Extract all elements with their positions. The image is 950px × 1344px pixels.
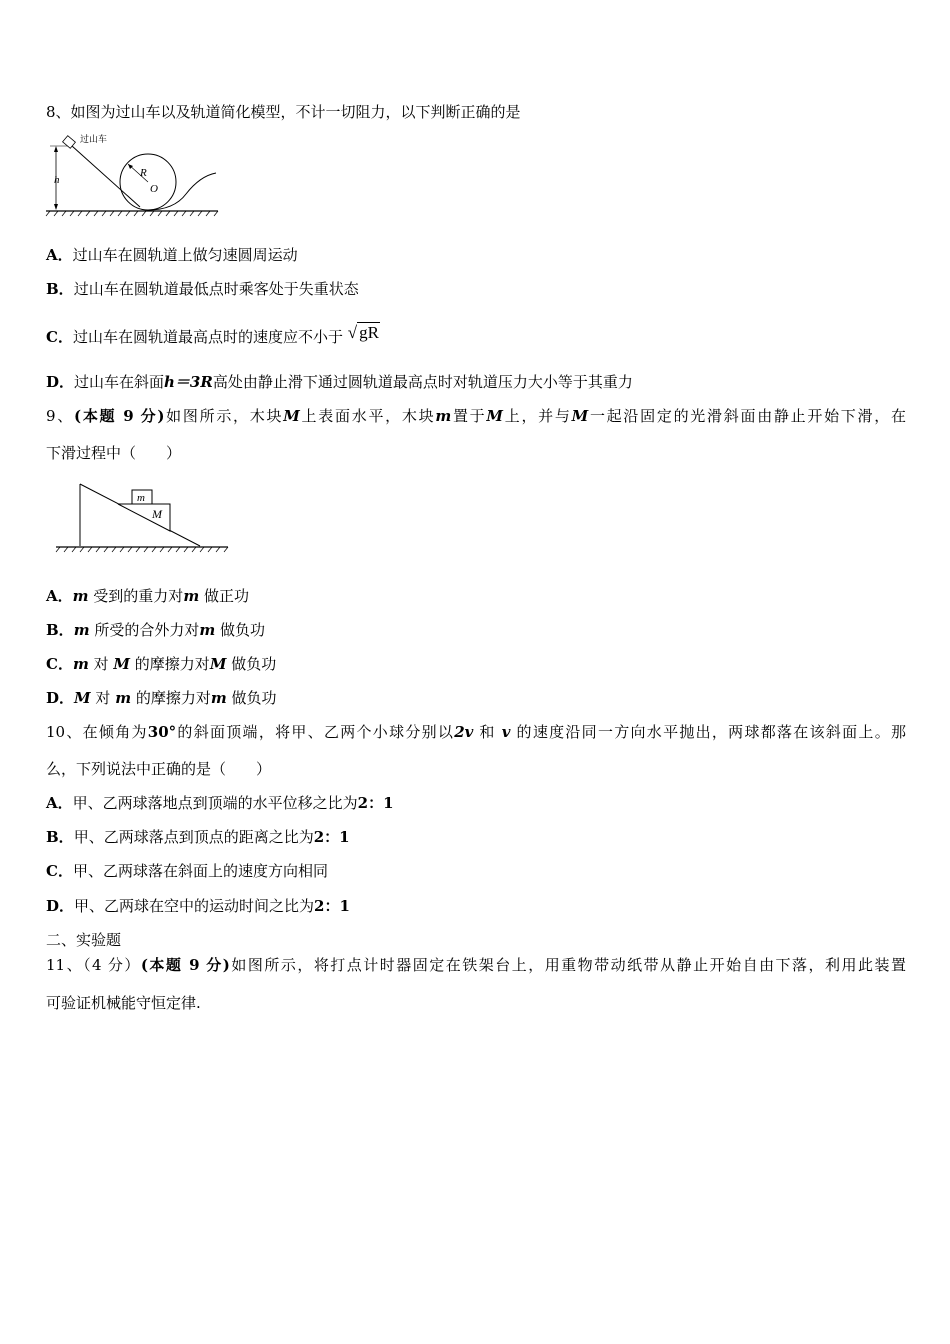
var-M: M <box>571 407 589 425</box>
option-text: 甲、乙两球落点到顶点的距离之比为 <box>73 828 314 846</box>
option-key: C． <box>46 862 73 880</box>
q9-stem <box>46 406 906 426</box>
q10-option-d <box>46 896 350 916</box>
option-key: D． <box>46 897 75 915</box>
option-text: 做负功 <box>220 621 266 639</box>
option-text: 对 <box>93 655 109 673</box>
option-text: 所受的合外力对 <box>94 621 200 639</box>
var-m: m <box>73 621 90 639</box>
option-key: D． <box>46 373 75 391</box>
label-car: 过山车 <box>80 135 108 145</box>
option-text: 过山车在斜面 <box>74 373 165 391</box>
score-note: (本题 9 分) <box>74 407 165 425</box>
q11-stem-line2: 可验证机械能守恒定律. <box>46 994 201 1012</box>
var-m: m <box>435 407 452 425</box>
var-M: M <box>74 689 91 707</box>
q10-option-b <box>46 827 350 847</box>
section-title: 二、实验题 <box>46 931 122 949</box>
option-text: 的摩擦力对 <box>135 689 211 707</box>
stem-text: 上，并与 <box>503 407 572 425</box>
score-note: (本题 9 分) <box>140 956 230 974</box>
var-M: M <box>283 407 300 425</box>
option-text: 甲、乙两球在空中的运动时间之比为 <box>74 897 315 915</box>
q10-stem-line2: 么，下列说法中正确的是（ ） <box>46 760 272 778</box>
stem-text: 和 <box>479 723 496 741</box>
incline-blocks-figure <box>54 480 234 554</box>
option-key: C． <box>46 655 73 673</box>
math-expression: h＝3R <box>164 373 213 391</box>
label-R: R <box>140 167 147 179</box>
option-text: 过山车在圆轨道最高点时的速度应不小于 <box>72 328 343 346</box>
speed-2v: 2v <box>454 723 474 741</box>
stem-text: 10、在倾角为 <box>46 723 148 741</box>
question-number: 9、 <box>46 407 74 425</box>
angle-value: 30° <box>147 723 177 741</box>
var-M: M <box>209 655 227 673</box>
option-key: A． <box>46 246 73 264</box>
q9-stem-line2: 下滑过程中（ ） <box>46 444 182 462</box>
q11-stem <box>46 955 906 975</box>
q9-option-b <box>46 620 265 640</box>
ratio: 2：1 <box>313 828 350 846</box>
q8-stem: 8、如图为过山车以及轨道简化模型，不计一切阻力，以下判断正确的是 <box>46 103 521 121</box>
option-key: A． <box>46 794 73 812</box>
ratio: 2：1 <box>314 897 350 915</box>
option-text: 过山车在圆轨道最低点时乘客处于失重状态 <box>73 280 359 298</box>
var-m: m <box>72 587 89 605</box>
var-m: m <box>199 621 216 639</box>
stem-text: 的速度沿同一方向水平抛出，两球都落在该斜面上。那 <box>516 723 906 741</box>
option-text: 过山车在圆轨道上做匀速圆周运动 <box>72 246 298 264</box>
option-key: A． <box>46 587 73 605</box>
label-m: m <box>137 492 145 504</box>
q10-option-c <box>46 861 328 881</box>
stem-text: 置于 <box>451 407 487 425</box>
stem-text: 上表面水平，木块 <box>299 407 436 425</box>
q8-option-b <box>46 279 359 299</box>
label-h: h <box>54 174 60 186</box>
option-text: 对 <box>95 689 111 707</box>
label-M: M <box>152 507 162 521</box>
option-key: D． <box>46 689 75 707</box>
label-O: O <box>150 183 158 195</box>
option-key: B． <box>46 828 74 846</box>
var-m: m <box>115 689 132 707</box>
option-key: B． <box>46 621 74 639</box>
q9-option-d <box>46 688 277 708</box>
var-m: m <box>72 655 89 673</box>
option-text: 高处由静止滑下通过圆轨道最高点时对轨道压力大小等于其重力 <box>212 373 633 391</box>
var-M: M <box>486 407 503 425</box>
ratio: 2：1 <box>357 794 394 812</box>
sqrt-expression: √ gR <box>347 323 379 342</box>
option-text: 受到的重力对 <box>93 587 184 605</box>
stem-text: 的斜面顶端，将甲、乙两个小球分别以 <box>176 723 455 741</box>
question-number: 11、（4 分） <box>46 956 141 974</box>
stem-text: 如图所示，木块 <box>164 407 284 425</box>
q10-option-a <box>46 793 394 813</box>
q9-option-a <box>46 586 249 606</box>
q8-option-a <box>46 245 298 265</box>
option-text: 做负功 <box>231 655 277 673</box>
option-text: 的摩擦力对 <box>134 655 210 673</box>
q8-option-d <box>46 372 633 392</box>
var-m: m <box>183 587 200 605</box>
q8-option-c <box>46 323 380 347</box>
option-key: B． <box>46 280 74 298</box>
option-text: 做负功 <box>231 689 277 707</box>
var-M: M <box>113 655 131 673</box>
option-text: 甲、乙两球落地点到顶端的水平位移之比为 <box>72 794 358 812</box>
roller-coaster-figure <box>44 128 224 220</box>
speed-v: v <box>501 723 511 741</box>
option-key: C． <box>46 328 73 346</box>
q10-stem <box>46 722 906 742</box>
var-m: m <box>210 689 227 707</box>
option-text: 甲、乙两球落在斜面上的速度方向相同 <box>72 862 328 880</box>
stem-text: 如图所示，将打点计时器固定在铁架台上，用重物带动纸带从静止开始自由下落，利用此装置 <box>229 956 906 974</box>
option-text: 做正功 <box>203 587 249 605</box>
q9-option-c <box>46 654 276 674</box>
stem-text: 一起沿固定的光滑斜面由静止开始下滑，在 <box>588 407 906 425</box>
sqrt-radicand: gR <box>359 323 379 342</box>
